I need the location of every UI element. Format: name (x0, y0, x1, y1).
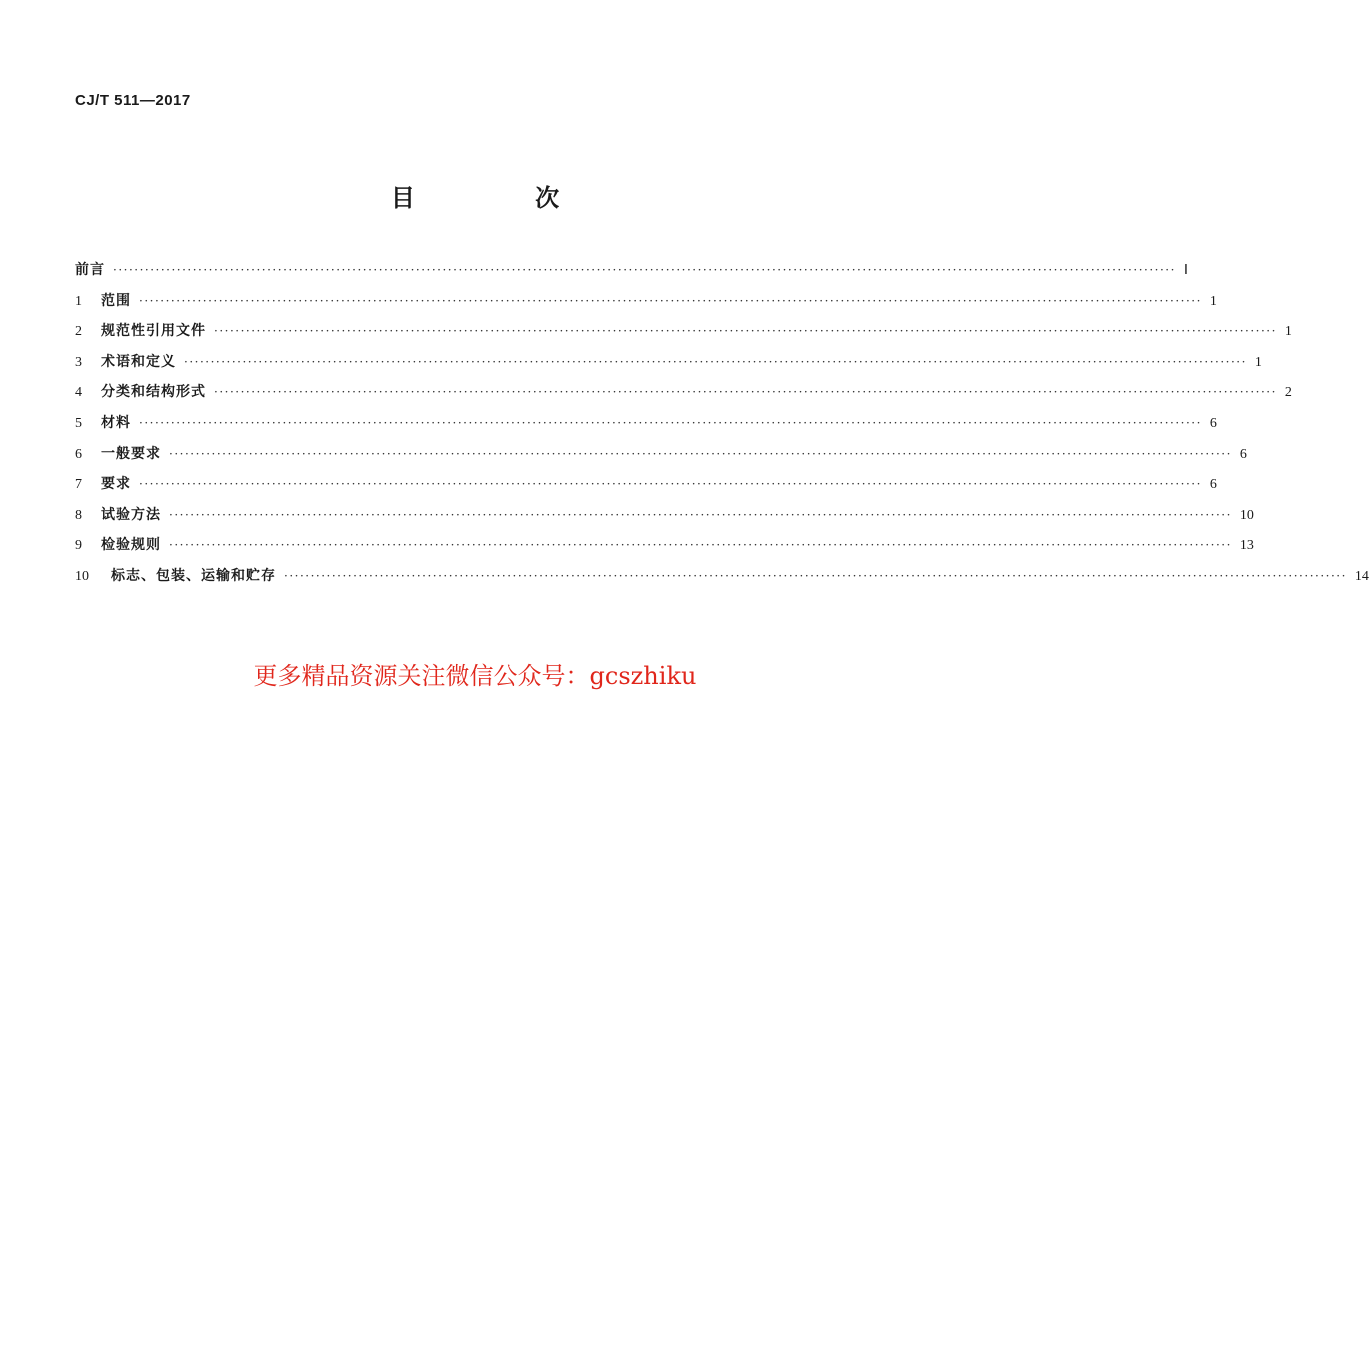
toc-entry-label: 术语和定义 (101, 353, 176, 370)
toc-entry-label: 范围 (101, 292, 131, 309)
toc-entry-scope[interactable] (75, 290, 1217, 321)
toc-leader-dots: ········································································································································································································ (113, 263, 1176, 277)
toc-entry-materials[interactable] (75, 412, 1217, 443)
table-of-contents (75, 259, 1369, 596)
toc-entry-page: Ⅰ (1183, 263, 1189, 278)
toc-entry-number: 5 (75, 415, 82, 431)
toc-leader-dots: ········································································································································································································ (139, 477, 1202, 492)
toc-entry-number: 7 (75, 477, 82, 493)
toc-entry-number: 6 (75, 446, 82, 462)
toc-entry-page: 6 (1209, 477, 1217, 493)
toc-entry-label: 前言 (75, 262, 105, 278)
toc-leader-dots: ········································································································································································································ (169, 446, 1232, 461)
toc-entry-label: 要求 (101, 476, 131, 493)
toc-entry-label: 材料 (101, 414, 131, 431)
toc-entry-label: 检验规则 (101, 537, 161, 554)
toc-entry-page: 2 (1284, 385, 1292, 401)
toc-leader-dots: ········································································································································································································ (169, 538, 1232, 553)
toc-entry-label: 分类和结构形式 (101, 384, 206, 401)
toc-title: 目 次 (390, 184, 616, 212)
toc-entry-page: 1 (1254, 354, 1262, 370)
toc-leader-dots: ········································································································································································································ (184, 354, 1247, 369)
toc-entry-page: 1 (1284, 324, 1292, 340)
toc-entry-number: 9 (75, 538, 82, 554)
toc-entry-label: 规范性引用文件 (101, 323, 206, 340)
toc-leader-dots: ········································································································································································································ (169, 507, 1232, 522)
toc-entry-test-methods[interactable] (75, 504, 1254, 535)
toc-entry-inspection-rules[interactable] (75, 534, 1254, 565)
toc-entry-number: 4 (75, 385, 82, 401)
toc-entry-number: 3 (75, 354, 82, 370)
toc-entry-normative-references[interactable] (75, 320, 1292, 351)
toc-entry-page: 6 (1209, 415, 1217, 431)
toc-entry-classification[interactable] (75, 381, 1292, 412)
toc-entry-foreword[interactable] (75, 259, 1189, 290)
toc-entry-requirements[interactable] (75, 473, 1217, 504)
toc-leader-dots: ········································································································································································································ (139, 415, 1202, 430)
standard-code: CJ/T 511—2017 (75, 92, 191, 109)
toc-entry-page: 6 (1239, 446, 1247, 462)
toc-entry-number: 8 (75, 507, 82, 523)
toc-entry-number: 1 (75, 293, 82, 309)
toc-entry-page: 1 (1209, 293, 1217, 309)
toc-leader-dots: ········································································································································································································ (139, 293, 1202, 308)
toc-entry-number: 2 (75, 324, 82, 340)
toc-entry-general-requirements[interactable] (75, 443, 1247, 474)
toc-leader-dots: ········································································································································································································ (214, 385, 1277, 400)
toc-entry-page: 10 (1239, 507, 1254, 523)
toc-entry-page: 13 (1239, 538, 1254, 554)
toc-leader-dots: ········································································································································································································ (284, 568, 1347, 583)
promo-text: 更多精品资源关注微信公众号：gcszhiku (253, 662, 697, 690)
toc-leader-dots: ········································································································································································································ (214, 324, 1277, 339)
toc-entry-terms[interactable] (75, 351, 1262, 382)
toc-entry-label: 一般要求 (101, 445, 161, 462)
toc-entry-marking-packaging[interactable] (75, 565, 1369, 596)
toc-entry-number: 10 (75, 568, 89, 584)
toc-entry-label: 标志、包装、运输和贮存 (111, 567, 276, 584)
toc-entry-label: 试验方法 (101, 506, 161, 523)
toc-entry-page: 14 (1354, 568, 1369, 584)
